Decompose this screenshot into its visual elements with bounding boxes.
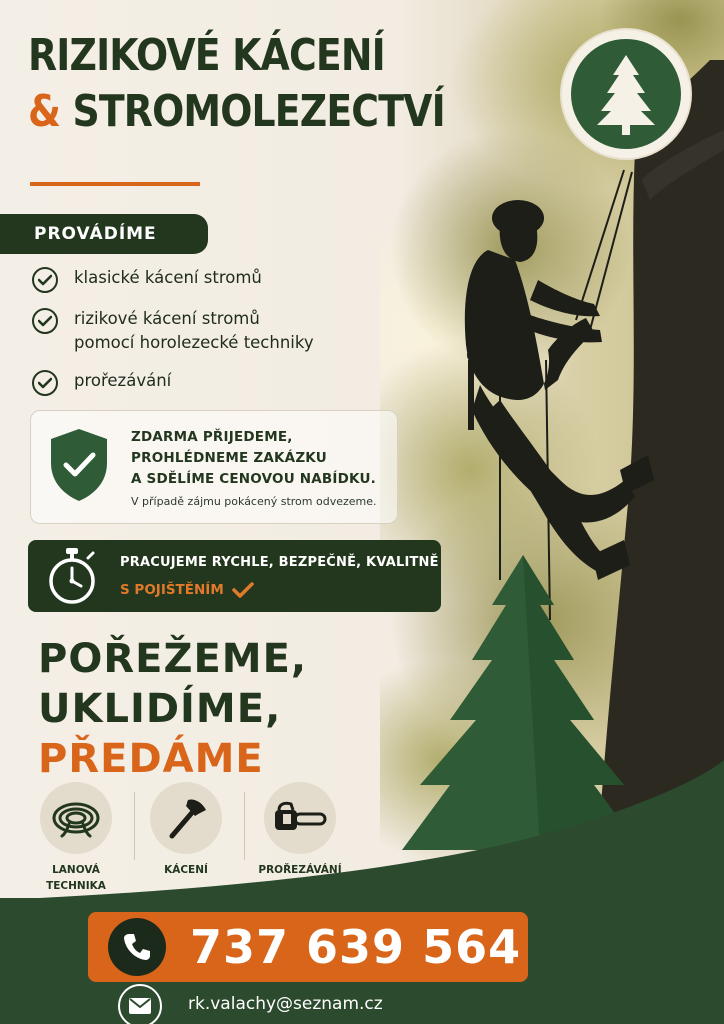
- mail-icon: [128, 997, 152, 1015]
- check-circle-icon: [32, 308, 58, 334]
- slogan-line-1: POŘEŽEME,: [38, 636, 308, 682]
- pine-tree-icon: [591, 51, 661, 137]
- free-quote-note: V případě zájmu pokácený strom odvezeme.: [131, 495, 377, 508]
- mail-icon-circle: [118, 984, 162, 1024]
- service-item: [32, 266, 392, 293]
- service-item: [32, 307, 392, 355]
- title-ampersand: &: [28, 86, 61, 137]
- logo: [562, 30, 690, 158]
- slogan-line-3: PŘEDÁME: [38, 736, 264, 782]
- service-item: [32, 369, 392, 396]
- footer-wave: [0, 760, 724, 910]
- phone-icon: [121, 931, 153, 963]
- feature-label: KÁCENÍ: [164, 864, 208, 876]
- quality-text: PRACUJEME RYCHLE, BEZPEČNĚ, KVALITNĚ: [120, 555, 439, 570]
- stopwatch-icon: [44, 546, 100, 606]
- free-quote-box: [30, 410, 398, 524]
- check-circle-icon: [32, 370, 58, 396]
- insurance-label: S POJIŠTĚNÍM: [120, 582, 224, 598]
- checkmark-icon: [232, 582, 254, 598]
- check-circle-icon: [32, 267, 58, 293]
- phone-number[interactable]: 737 639 564: [190, 920, 522, 974]
- phone-button[interactable]: [88, 912, 528, 982]
- service-label: prořezávání: [74, 371, 172, 390]
- logo-circle: [571, 39, 681, 149]
- services-list: [32, 266, 392, 410]
- free-quote-headline: ZDARMA PŘIJEDEME, PROHLÉDNEME ZAKÁZKU A SDĚLÍME CENOVOU NABÍDKU.: [131, 429, 376, 487]
- feature-label: PROŘEZÁVÁNÍ: [258, 864, 342, 876]
- shield-check-icon: [47, 425, 111, 505]
- title-line-2: [28, 84, 475, 140]
- feature-label: LANOVÁ TECHNIKA: [46, 864, 106, 892]
- headline: [28, 28, 548, 140]
- phone-icon-circle: [108, 918, 166, 976]
- climber-silhouette: [465, 200, 654, 580]
- quality-banner: [28, 540, 441, 612]
- services-heading: PROVÁDÍME: [0, 214, 208, 254]
- slogan-line-2: UKLIDÍME,: [38, 686, 282, 732]
- email-link[interactable]: rk.valachy@seznam.cz: [188, 994, 383, 1014]
- free-quote-text: [131, 427, 393, 511]
- title-line-2-text: STROMOLEZECTVÍ: [72, 86, 445, 137]
- service-label: rizikové kácení stromů pomocí horolezecké techniky: [74, 309, 314, 352]
- service-label: klasické kácení stromů: [74, 268, 262, 287]
- title-line-1: RIZIKOVÉ KÁCENÍ: [28, 30, 385, 81]
- title-underline: [30, 182, 200, 186]
- insurance-text: [120, 582, 254, 598]
